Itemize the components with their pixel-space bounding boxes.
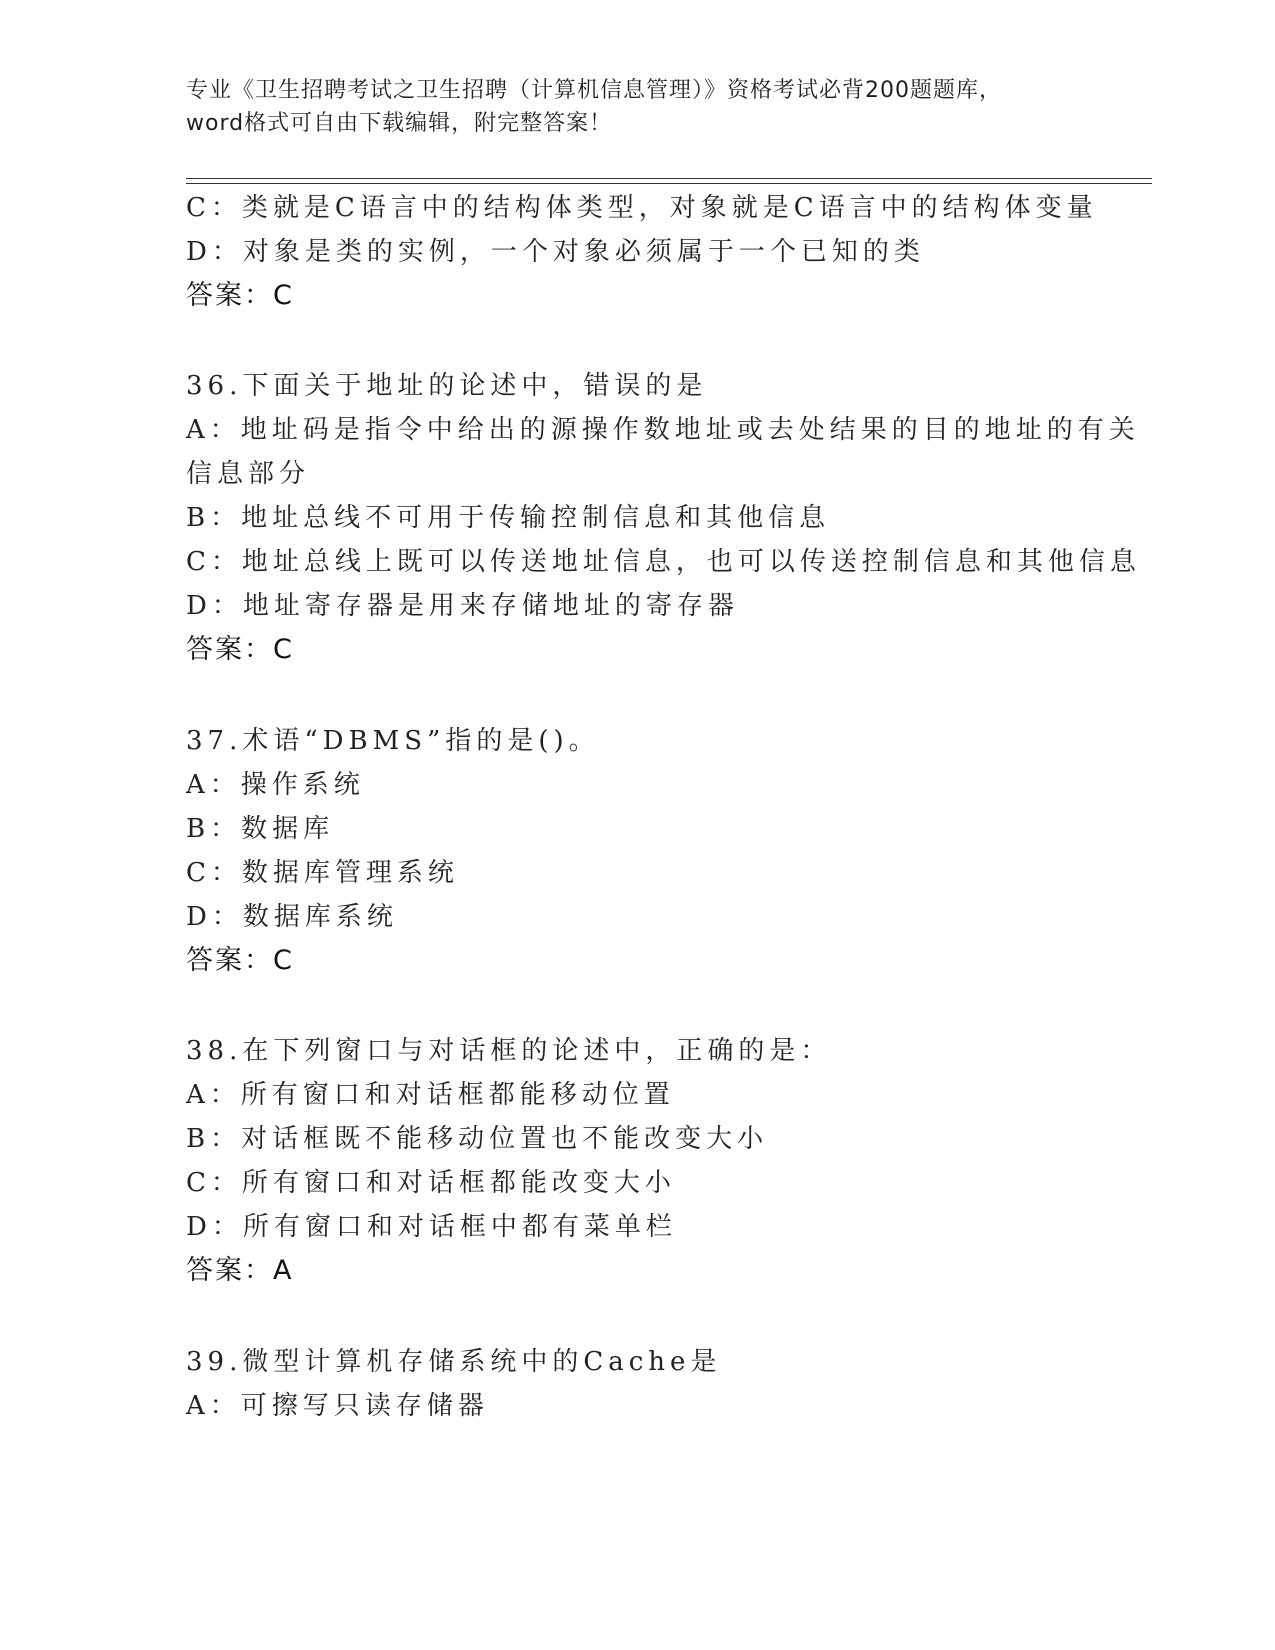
q38-question: 38.在下列窗口与对话框的论述中，正确的是：	[186, 1036, 832, 1066]
q38-answer: 答案：A	[186, 1255, 294, 1286]
q36-option-a-line-2: 信息部分	[186, 459, 311, 489]
q37-option-c: C：数据库管理系统	[186, 858, 459, 888]
document-header	[186, 74, 1086, 140]
q37-option-d: D：数据库系统	[186, 902, 398, 932]
q37-option-a: A：操作系统	[186, 770, 365, 800]
q36-option-a-line-1: A：地址码是指令中给出的源操作数地址或去处结果的目的地址的有关	[186, 415, 1140, 445]
header-divider-top	[186, 178, 1152, 179]
q38-option-c: C：所有窗口和对话框都能改变大小	[186, 1168, 676, 1198]
q35-option-d: D：对象是类的实例，一个对象必须属于一个已知的类	[186, 237, 925, 267]
q36-option-c: C：地址总线上既可以传送地址信息，也可以传送控制信息和其他信息	[186, 547, 1141, 577]
header-title-line-1: 专业《卫生招聘考试之卫生招聘（计算机信息管理）》资格考试必背200题题库，	[186, 78, 1002, 103]
q38-option-a: A：所有窗口和对话框都能移动位置	[186, 1080, 675, 1110]
header-divider-bottom	[186, 183, 1152, 184]
q37-question: 37.术语“DBMS”指的是()。	[186, 726, 600, 756]
q39-option-a: A：可擦写只读存储器	[186, 1391, 489, 1421]
q38-option-d: D：所有窗口和对话框中都有菜单栏	[186, 1212, 677, 1242]
q36-answer: 答案：C	[186, 634, 294, 665]
q36-option-d: D：地址寄存器是用来存储地址的寄存器	[186, 591, 739, 621]
q36-option-b: B：地址总线不可用于传输控制信息和其他信息	[186, 503, 831, 533]
q36-question: 36.下面关于地址的论述中，错误的是	[186, 371, 708, 401]
q37-option-b: B：数据库	[186, 814, 335, 844]
header-title-line-2: word格式可自由下载编辑，附完整答案！	[186, 111, 613, 136]
q38-option-b: B：对话框既不能移动位置也不能改变大小	[186, 1124, 769, 1154]
q35-answer: 答案：C	[186, 280, 294, 311]
q39-question: 39.微型计算机存储系统中的Cache是	[186, 1347, 722, 1377]
q35-option-c: C：类就是C语言中的结构体类型，对象就是C语言中的结构体变量	[186, 193, 1098, 223]
q37-answer: 答案：C	[186, 945, 294, 976]
